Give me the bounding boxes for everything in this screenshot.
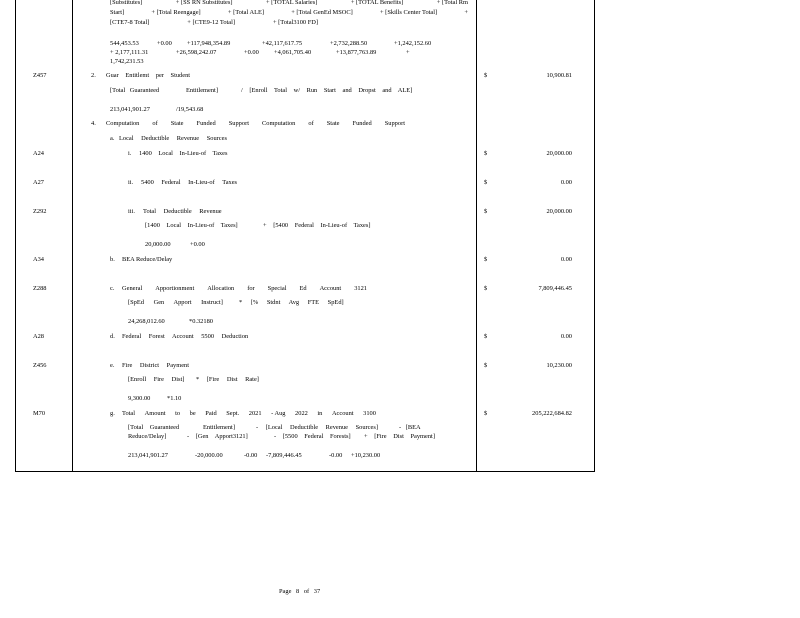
- dollar-sign-a24: $: [484, 150, 488, 157]
- dollar-sign-z288: $: [484, 285, 488, 292]
- row-code-z456: Z456: [33, 362, 47, 369]
- subitem-letter-c: c.: [110, 285, 115, 292]
- amount-a24: 20,000.00: [546, 150, 572, 157]
- amount-a27: 0.00: [560, 179, 572, 186]
- dollar-sign-a34: $: [484, 256, 488, 263]
- top-value-row-3: 1,742,231.53: [110, 58, 144, 65]
- section-4-heading: Computation of State Funded Support Computation of State Funded Support: [106, 120, 405, 127]
- subitem-letter-b: b.: [110, 256, 115, 263]
- dollar-sign-m70: $: [484, 410, 488, 417]
- dollar-sign-z457: $: [484, 72, 488, 79]
- dollar-sign-z456: $: [484, 362, 488, 369]
- dollar-sign-a28: $: [484, 333, 488, 340]
- item-label-z292: Total Deductible Revenue: [143, 208, 222, 215]
- frame-right-edge: [594, 0, 595, 471]
- amount-a28: 0.00: [560, 333, 572, 340]
- amount-z457: 10,900.81: [546, 72, 572, 79]
- numeral-i: i.: [128, 150, 132, 157]
- top-formula-line-1: [Substitutes] + [SS RN Substitutes] + [TOTAL Salaries] + [TOTAL Benefits] + [Total Rm: [110, 0, 468, 6]
- row-code-z292: Z292: [33, 208, 47, 215]
- amount-z288: 7,809,446.45: [538, 285, 572, 292]
- frame-left-edge: [15, 0, 16, 471]
- item-label-m70: Total Amount to be Paid Sept. 2021 - Aug 2022 in Account 3100: [122, 410, 376, 417]
- amount-z292: 20,000.00: [546, 208, 572, 215]
- numeral-ii: ii.: [128, 179, 134, 186]
- subitem-label-local-deductible: Local Deductible Revenue Sources: [119, 135, 227, 142]
- amount-m70: 205,222,684.82: [532, 410, 572, 417]
- dollar-sign-z292: $: [484, 208, 488, 215]
- row-code-m70: M70: [33, 410, 46, 417]
- subitem-letter-a: a.: [110, 135, 115, 142]
- item-number-4: 4.: [91, 120, 96, 127]
- numeral-iii: iii.: [128, 208, 135, 215]
- amount-column-divider: [476, 0, 477, 471]
- item-label-a28: Federal Forest Account 5500 Deduction: [122, 333, 249, 340]
- item-label-a27: 5400 Federal In-Lieu-of Taxes: [141, 179, 238, 186]
- item-label-z457: Guar Entitlemt per Student: [106, 72, 191, 79]
- item-label-z456: Fire District Payment: [122, 362, 190, 369]
- top-formula-line-3: [CTE7-8 Total] + [CTE9-12 Total] + [Total3100 FD]: [110, 19, 318, 26]
- row-code-a27: A27: [33, 179, 45, 186]
- row-code-z457: Z457: [33, 72, 47, 79]
- row-code-a24: A24: [33, 150, 45, 157]
- amount-z456: 10,230.00: [546, 362, 572, 369]
- row-code-a28: A28: [33, 333, 45, 340]
- item-label-a24: 1400 Local In-Lieu-of Taxes: [139, 150, 228, 157]
- table-frame: [15, 0, 595, 472]
- subitem-letter-g: g.: [110, 410, 115, 417]
- item-number-2: 2.: [91, 72, 96, 79]
- dollar-sign-a27: $: [484, 179, 488, 186]
- row-code-a34: A34: [33, 256, 45, 263]
- document-page: [Substitutes] + [SS RN Substitutes] + [TOTAL Salaries] + [TOTAL Benefits] + [Total Rm Start] + [Total Reengage] + [Total ALE] + [Total GenEd MSOC] + [Skills Center Total] + [CTE7-8 Total] + [CTE9-12 Total] + [Total3100 FD] 544,453.53 +0.00 +117,948,354.89 +42,117,617.75 +2,732,288.50 +1,242,152.60 + 2,177,111.31 +26,598,242.07 +0.00 +4,061,705.40 +13,877,763.89 + 1,742,231.53 Z457 2. Guar Entitlemt per Student $ 10,900.81 [Total Guaranteed Entitlement] / [Enroll Total w/ Run Start and Dropst and ALE] 213,041,901.27 /19,543.68 4. Computation of State Funded Support Computation of State Funded Support a. Local Deductible Revenue Sources A24 i. 1400 Local In-Lieu-of Taxes $ 20,000.00 A27 ii. 5400 Federal In-Lieu-of Taxes $ 0.00 Z292 iii. Total Deductible Revenue $ 20,000.00 [1400 Local In-Lieu-of Taxes] + [5400 Federal In-Lieu-of Taxes] 20,000.00 +0.00 A34 b. BEA Reduce/Delay $ 0.00 Z288 c. General Apportionment Allocation for Special Ed Account 3121 $ 7,809,446.45 [SpEd Gen Apport Instruct] * [% Stdnt Avg FTE SpEd] 24,268,012.60 *0.32180 A28 d. Federal Forest Account 5500 Deduction $ 0.00 Z456 e. Fire District Payment $ 10,230.00 [Enroll Fire Dist] * [Fire Dist Rate] 9,300.00 *1.10 M70 g. Total Amount to be Paid Sept. 2021 - Aug 2022 in Account 3100 $ 205,222,684.82 [Total Guaranteed Entitlement] - [Local Deductible Revenue Sources] - [BEA Reduce/Delay] - [Gen Apport3121] - [5500 Federal Forests] + [Fire Dist Payment] 213,041,901.27 -20,000.00 -0.00 -7,809,446.45 -0.00 +10,230.00 Page 8 of 37: [0, 0, 800, 618]
- page-number-label: Page 8 of 37: [279, 588, 321, 595]
- subitem-letter-d: d.: [110, 333, 115, 340]
- amount-a34: 0.00: [560, 256, 572, 263]
- item-label-z288: General Apportionment Allocation for Special Ed Account 3121: [122, 285, 367, 292]
- code-column-divider: [72, 0, 73, 471]
- subitem-letter-e: e.: [110, 362, 115, 369]
- row-code-z288: Z288: [33, 285, 47, 292]
- item-label-a34: BEA Reduce/Delay: [122, 256, 173, 263]
- top-formula-line-2: Start] + [Total Reengage] + [Total ALE] + [Total GenEd MSOC] + [Skills Center Total] +: [110, 9, 468, 16]
